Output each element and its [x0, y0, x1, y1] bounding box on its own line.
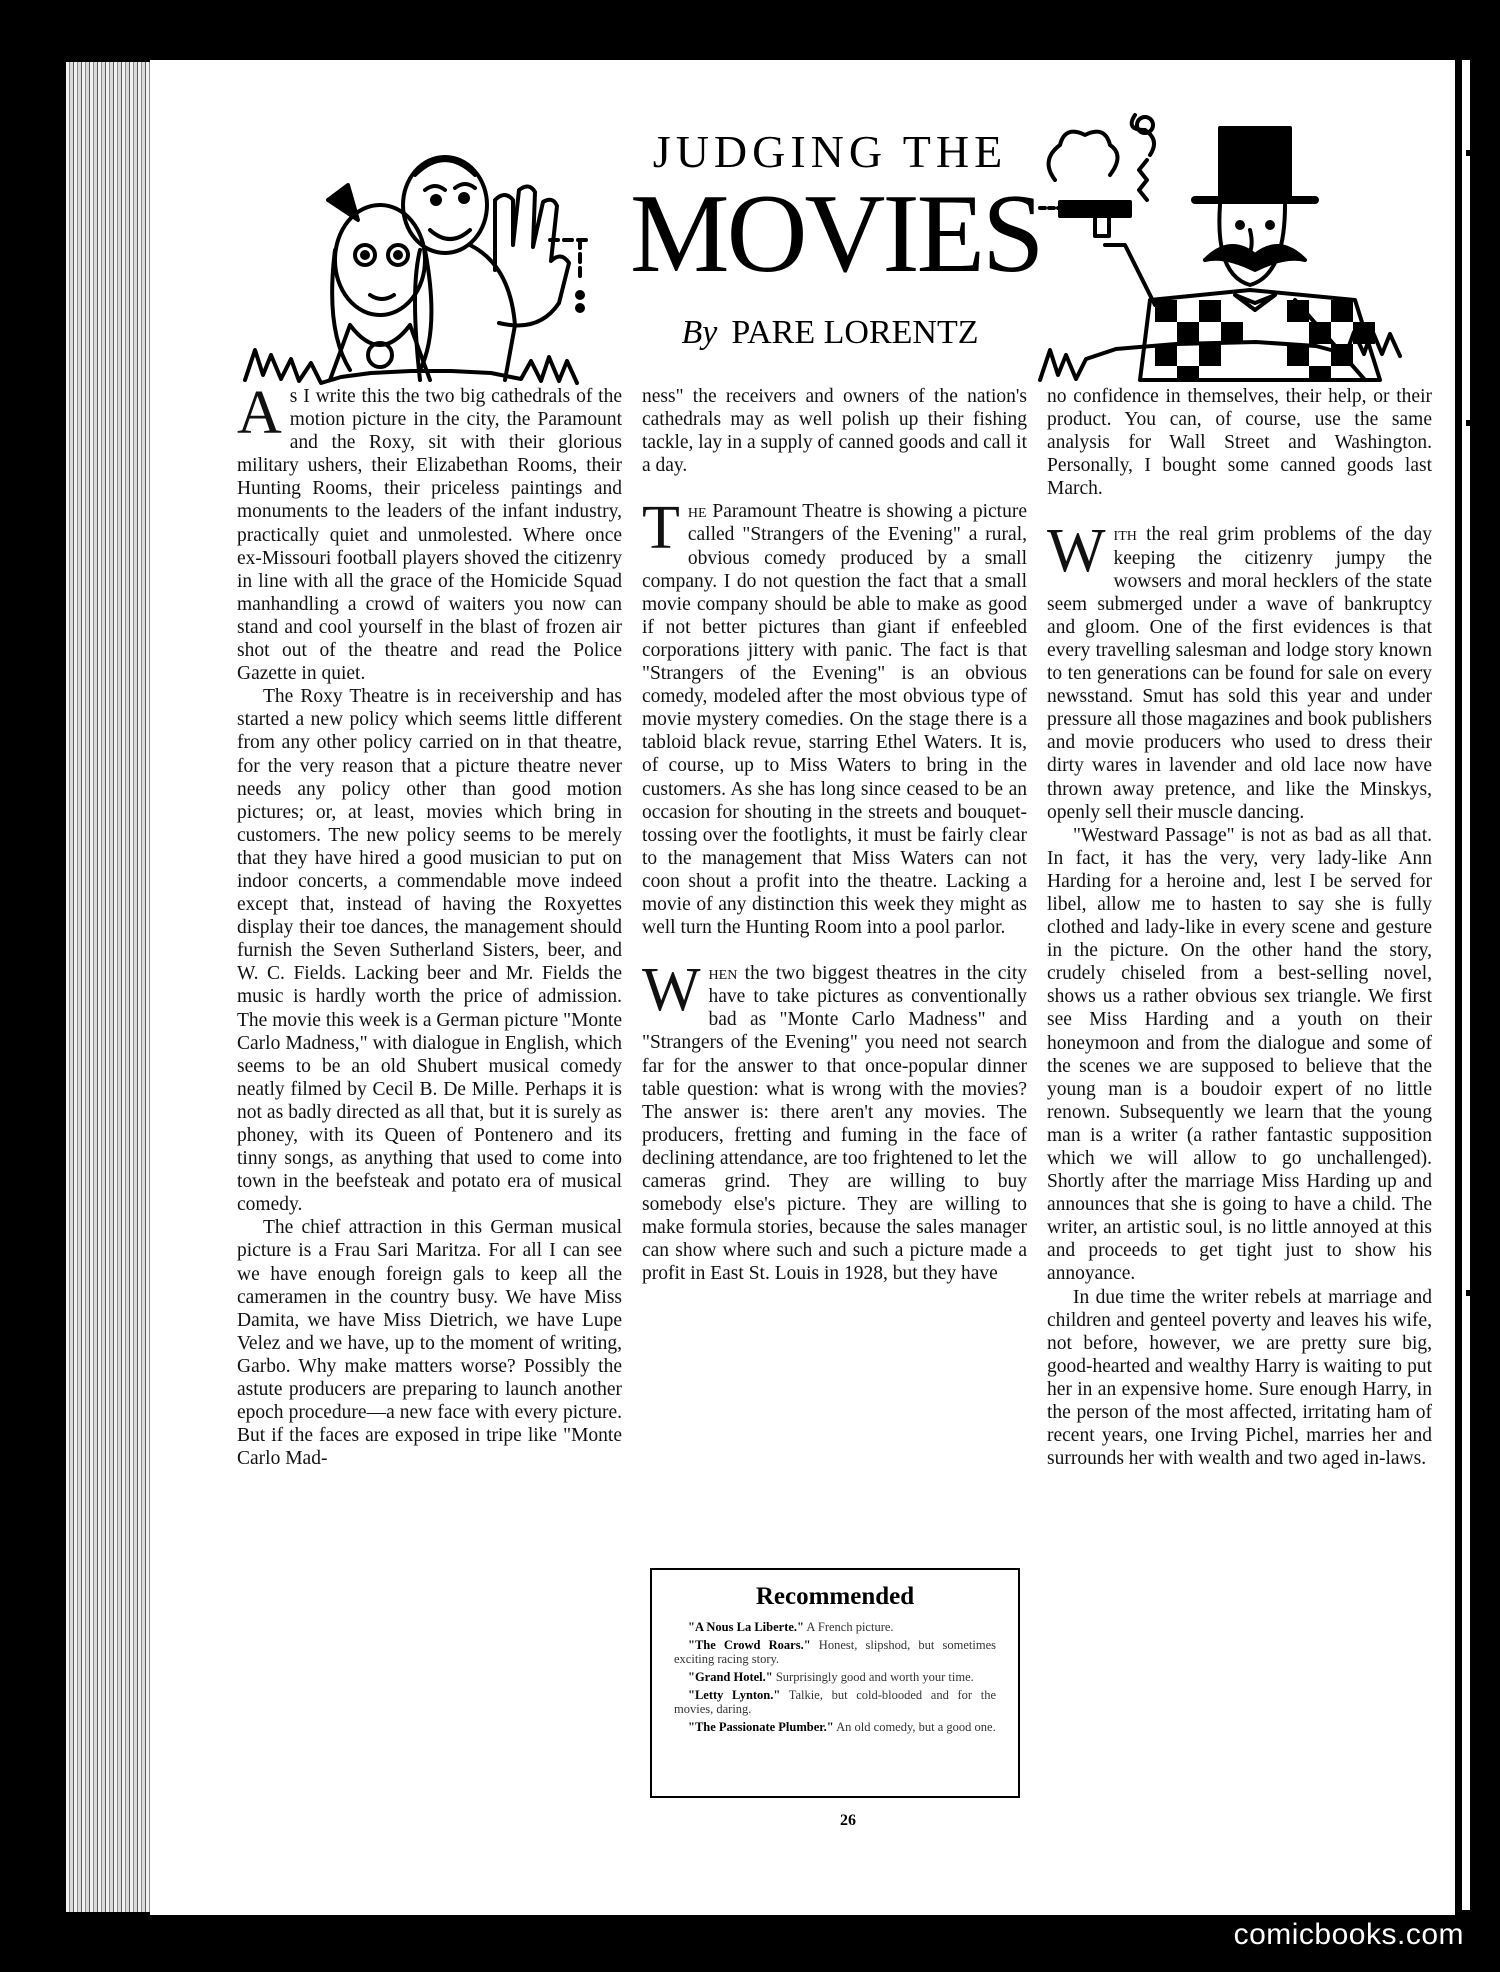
film-title: "Grand Hotel."	[688, 1670, 773, 1684]
article-column-3	[1047, 385, 1432, 1855]
film-note: Honest, slipshod, but sometimes exciting racing story.	[674, 1638, 996, 1666]
recommended-box	[650, 1568, 1020, 1798]
book-binding-edge	[66, 62, 158, 1912]
film-note: Surprisingly good and worth your time.	[772, 1670, 974, 1684]
recommended-item	[674, 1720, 996, 1734]
small-caps-lead: ith	[1113, 524, 1137, 546]
article-column-1	[237, 385, 622, 1855]
paragraph: In due time the writer rebels at marriage and children and genteel poverty and leaves his wife, not before, however, we are pretty sure big, good-hearted and wealthy Harry is waiting to put her in an expensive home. Sure enough Harry, in the person of the most affected, irritating ham of recent years, one Irving Pichel, marries her and surrounds her with wealth and two aged in-laws.	[1047, 1286, 1432, 1470]
facing-page-mark	[1466, 1290, 1488, 1296]
recommended-item	[674, 1670, 996, 1684]
paragraph: ness" the receivers and owners of the nation's cathedrals may as well polish up their fishing tackle, lay in a supply of canned goods and call it a day.	[642, 386, 1027, 477]
drop-cap: T	[642, 494, 680, 563]
recommended-title: Recommended	[755, 1583, 915, 1610]
byline-prefix: By	[681, 314, 718, 351]
recommended-item	[674, 1688, 996, 1716]
paragraph	[642, 956, 1027, 1285]
page-number: 26	[840, 1812, 856, 1829]
film-title: "Letty Lynton."	[688, 1688, 781, 1702]
paragraph-text: the two biggest theatres in the city have to take pictures as conventionally bad as "Monte Carlo Madness" and "Strangers of the Evening" you need not search far for the answer to that once-popular dinner table question: what is wrong with the movies? The answer is: there aren't any movies. The producers, fretting and fuming in the face of declining attendance, are too frightened to let the cameras grind. They are willing to buy somebody else's picture. They are willing to make formula stories, because the sales manager can show where such and such a picture made a profit in East St. Louis in 1928, but they have	[642, 963, 1027, 1285]
magazine-page	[150, 60, 1455, 1915]
recommended-item	[674, 1638, 996, 1666]
film-title: "The Passionate Plumber."	[688, 1720, 834, 1734]
couple-illustration-icon	[240, 110, 620, 410]
film-note: An old comedy, but a good one.	[833, 1720, 996, 1734]
film-title: "A Nous La Liberte."	[688, 1620, 804, 1634]
byline-author: PARE LORENTZ	[731, 314, 979, 351]
paragraph	[237, 385, 622, 685]
drop-cap: W	[642, 956, 701, 1025]
villain-illustration-icon	[1035, 110, 1415, 410]
byline	[630, 314, 1030, 352]
paragraph-text: Paramount Theatre is showing a picture called "Strangers of the Evening" a rural, obvious comedy produced by a small company. I do not question the fact that a small movie company should be able to make as good if not better pictures than giant if enfeebled corporations jittery with panic. The fact is that "Strangers of the Evening" is an obvious comedy, modeled after the most obvious type of movie mystery comedies. On the stage there is a tabloid black revue, starring Ethel Waters. It is, of course, up to Miss Waters to bring in the customers. As she has long since ceased to be an occasion for shouting in the streets and bouquet-tossing over the footlights, it must be fairly clear to the management that Miss Waters can not coon shout a profit into the theatre. Lacking a movie of any distinction this week they might as well turn the Hunting Room into a pool parlor.	[642, 501, 1027, 939]
small-caps-lead: hen	[708, 963, 738, 985]
facing-page-mark	[1466, 420, 1488, 426]
film-title: "The Crowd Roars."	[688, 1638, 811, 1652]
site-watermark: comicbooks.com	[1233, 1918, 1464, 1951]
paragraph: no confidence in themselves, their help, or their product. You can, of course, use the same analysis for Wall Street and Washington. Personally, I bought some canned goods last March.	[1047, 386, 1432, 500]
paragraph-text: the real grim problems of the day keeping the citizenry jumpy the wowsers and moral hecklers of the state seem submerged under a wave of bankruptcy and gloom. One of the first evidences is that every travelling salesman and lodge story known to ten generations can be found for sale on every newsstand. Smut has sold this year and under pressure all those magazines and book publishers and movie producers who used to dress their dirty wares in lavender and old lace now have thrown away pretence, and like the Minskys, openly sell their muscle dancing.	[1047, 524, 1432, 823]
film-note: A French picture.	[803, 1620, 894, 1634]
paragraph: "Westward Passage" is not as bad as all that. In fact, it has the very, very lady-like Ann Harding for a heroine and, lest I be served for libel, allow me to hasten to say she is fully clothed and lady-like in every scene and gesture in the picture. On the other hand the story, crudely chiseled from a best-selling novel, shows us a rather obvious sex triangle. We first see Miss Harding and a youth on their honeymoon and from the dialogue and some of the scenes we are supposed to believe that the young man is a boudoir expert of no little renown. Subsequently we learn that the young man is a writer (a rather fantastic supposition which we will allow to go unchallenged). Shortly after the marriage Miss Harding up and announces that she is going to have a child. The writer, an artistic soul, is no little annoyed at this and proceeds to get tight just to show his annoyance.	[1047, 824, 1432, 1285]
header-illustration-villain	[1035, 110, 1415, 410]
article-title-block	[630, 125, 1042, 352]
title-kicker: JUDGING THE	[652, 126, 1008, 177]
paragraph: The Roxy Theatre is in receivership and has started a new policy which seems little different from any other policy carried on in that theatre, for the very reason that a picture theatre never needs any policy other than good motion pictures; or, at least, movies which bring in customers. The new policy seems to be merely that they have hired a good musician to put on indoor concerts, a commendable move indeed except that, instead of having the Roxyettes display their toe dances, the management should furnish the Seven Sutherland Sisters, beer, and W. C. Fields. Lacking beer and Mr. Fields the music is hardly worth the price of admission. The movie this week is a German picture "Monte Carlo Madness," with dialogue in English, which seems to be an old Shubert musical comedy neatly filmed by Cecil B. De Mille. Perhaps it is not as badly directed as all that, but it is surely as phoney, with its Queen of Pontenero and its tinny songs, as anything that used to come into town in the beefsteak and potato era of musical comedy.	[237, 686, 622, 1216]
facing-page-edge	[1462, 60, 1470, 1910]
film-note: Talkie, but cold-blooded and for the movies, daring.	[674, 1688, 996, 1716]
page-title: MOVIES	[630, 172, 1042, 296]
paragraph	[1047, 517, 1432, 823]
header-illustration-couple	[240, 110, 620, 410]
paragraph: The chief attraction in this German musical picture is a Frau Sari Maritza. For all I can see we have enough foreign gals to keep all the cameramen in the country busy. We have Miss Damita, we have Miss Dietrich, we have Lupe Velez and we have, up to the moment of writing, Garbo. Why make matters worse? Possibly the astute producers are preparing to launch another epoch procedure—a new face with every picture. But if the faces are exposed in tripe like "Monte Carlo Mad-	[237, 1217, 622, 1470]
paragraph	[642, 494, 1027, 939]
drop-cap: A	[237, 385, 282, 447]
small-caps-lead: he	[687, 501, 707, 523]
paragraph-text: s I write this the two big cathedrals of the motion picture in the city, the Paramount and the Roxy, sit with their glorious military ushers, their Elizabethan Rooms, their Hunting Rooms, their priceless paintings and monuments to the leaders of the infant industry, practically quiet and unmolested. Where once ex-Missouri football players shoved the citizenry in line with all the grace of the Homicide Squad manhandling a crowd of waiters you now can stand and cool yourself in the blast of frozen air shot out of the theatre and read the Police Gazette in quiet.	[237, 386, 622, 685]
recommended-item	[674, 1620, 996, 1634]
facing-page-mark	[1466, 150, 1488, 156]
drop-cap: W	[1047, 517, 1106, 586]
